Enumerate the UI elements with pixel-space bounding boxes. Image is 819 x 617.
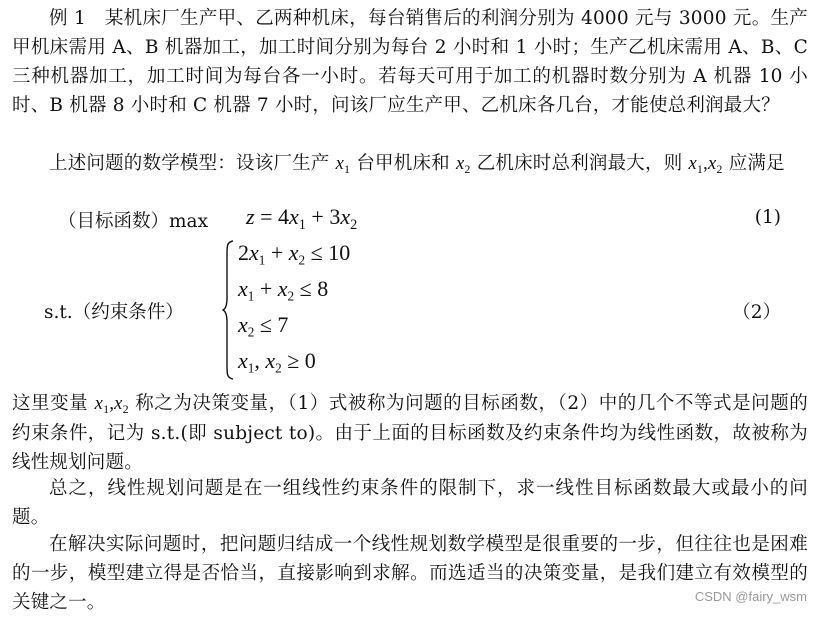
watermark: CSDN @fairy_wsm (694, 589, 807, 604)
vars-text-2: 称之为决策变量，（1）式被称为问题的目标函数，（2）中的几个不等式是问题的约束条件，记为 s.t.(即 subject to)。由于上面的目标函数及约束条件均为线性函数，故被称为线性规划问题。 (12, 393, 808, 473)
objective-label: （目标函数）max (58, 211, 209, 232)
constraints-label: s.t.（约束条件） (44, 302, 184, 323)
left-brace-icon (222, 240, 234, 380)
var-x1-x2-decision: $x_1,x_2$ (94, 394, 129, 417)
constraint-2: $x_1 + x_2 \le 8$ (238, 276, 329, 304)
vars-text-1: 这里变量 (12, 393, 89, 414)
constraint-3: $x_2 \le 7$ (238, 312, 289, 340)
equation-number-1: (1) (754, 207, 781, 228)
paragraph-summary: 总之，线性规划问题是在一组线性约束条件的限制下，求一线性目标函数最大或最小的问题。 (12, 478, 808, 528)
var-x1-x2: $x_1,x_2$ (688, 154, 723, 177)
var-x2: $x_2$ (455, 154, 471, 177)
model-intro-text-3: 乙机床时总利润最大，则 (476, 153, 683, 174)
paragraph-practice: 在解决实际问题时，把问题归结成一个线性规划数学模型是很重要的一步，但往往也是困难的一步，模型建立得是否恰当，直接影响到求解。而选适当的决策变量，是我们建立有效模型的关键之一。 (12, 534, 808, 613)
paragraph-model-intro (12, 149, 808, 179)
constraint-1: $2x_1 + x_2 \le 10$ (238, 240, 351, 268)
paragraph-example-problem: 例 1 某机床厂生产甲、乙两种机床，每台销售后的利润分别为 4000 元与 3000 元。生产甲机床需用 A、B 机器加工，加工时间分别为每台 2 小时和 1 小时；生产乙机床需用 A、B、C 三种机器加工，加工时间为每台各一小时。若每天可用于加工的机器时数分别为 A 机器 10 小时、B 机器 8 小时和 C 机器 7 小时，问该厂应生产甲、乙机床各几台，才能使总利润最大？ (12, 8, 808, 116)
var-x1: $x_1$ (335, 154, 351, 177)
paragraph-decision-variables (12, 389, 808, 477)
constraint-4: $x_1$, $x_2 \ge 0$ (238, 348, 316, 376)
model-intro-text-2: 台甲机床和 (356, 153, 450, 174)
model-intro-text-4: 应满足 (728, 153, 785, 174)
equation-number-2: （2） (732, 302, 781, 323)
model-intro-text-1: 上述问题的数学模型：设该厂生产 (49, 153, 330, 174)
objective-expression: $z = 4x_1 + 3x_2$ (246, 204, 358, 233)
